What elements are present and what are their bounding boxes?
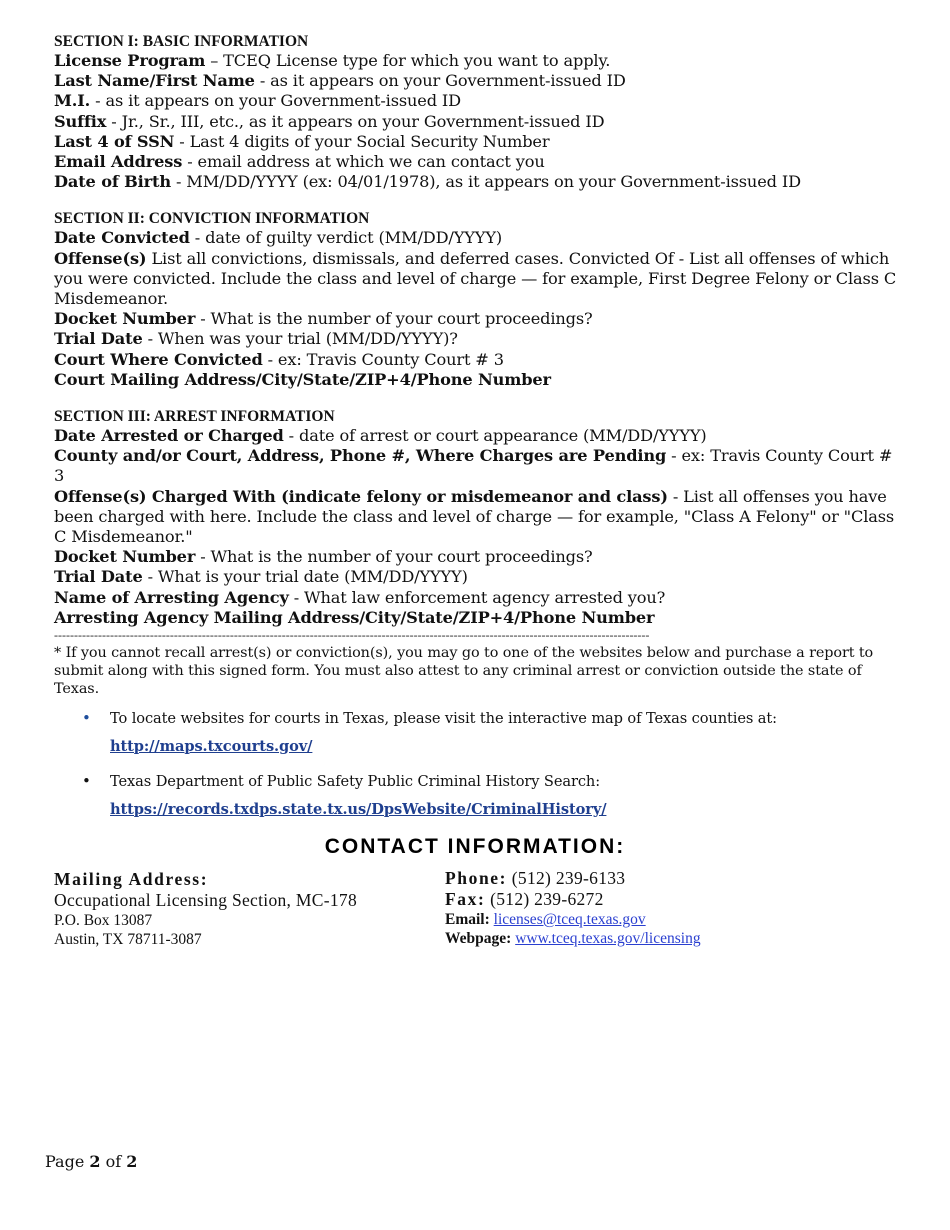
field-ssn: Last 4 of SSN - Last 4 digits of your Social Security Number: [54, 131, 550, 151]
mailing-line-3: Austin, TX 78711-3087: [54, 931, 202, 948]
field-trial-date: Trial Date - When was your trial (MM/DD/YYYY)?: [54, 329, 458, 349]
field-suffix: Suffix - Jr., Sr., III, etc., as it appears on your Government-issued ID: [54, 111, 605, 131]
field-offenses: Offense(s) List all convictions, dismissals, and deferred cases. Convicted Of - List all offenses of which you were convicted. Include the class and level of charge — for example, First Degree Felony or Class C Misdemeanor.: [54, 248, 897, 309]
mailing-line-2: P.O. Box 13087: [54, 912, 153, 929]
phone-label: Phone:: [445, 868, 508, 888]
section-3-heading: SECTION III: ARREST INFORMATION: [54, 408, 335, 426]
page-number: Page 2 of 2: [45, 1152, 138, 1171]
mailing-address-heading: Mailing Address:: [54, 869, 209, 889]
form-instructions: [54, 32, 904, 834]
phone-value: (512) 239-6133: [507, 868, 626, 888]
bullet-icon: •: [82, 772, 91, 791]
webpage-line: [445, 929, 865, 948]
field-date-arrested: Date Arrested or Charged - date of arrest or court appearance (MM/DD/YYYY): [54, 426, 707, 446]
courts-map-link[interactable]: http://maps.txcourts.gov/: [110, 738, 313, 756]
field-date-convicted: Date Convicted - date of guilty verdict (MM/DD/YYYY): [54, 228, 503, 248]
field-dob: Date of Birth - MM/DD/YYYY (ex: 04/01/1978), as it appears on your Government-issued ID: [54, 172, 801, 192]
webpage-link[interactable]: www.tceq.texas.gov/licensing: [515, 930, 701, 947]
spacer: [54, 192, 904, 209]
section-1-heading: SECTION I: BASIC INFORMATION: [54, 33, 309, 50]
email-label: Email:: [445, 911, 490, 928]
resource-text: To locate websites for courts in Texas, please visit the interactive map of Texas counties at:: [110, 710, 777, 728]
field-license-program: License Program – TCEQ License type for which you want to apply.: [54, 51, 611, 70]
phone-line: [445, 868, 865, 889]
webpage-label: Webpage:: [445, 930, 512, 947]
bullet-icon: •: [82, 709, 91, 728]
field-arresting-agency: Name of Arresting Agency - What law enforcement agency arrested you?: [54, 587, 666, 607]
footnote: * If you cannot recall arrest(s) or conviction(s), you may go to one of the websites below and purchase a report to submit along with this signed form. You must also attest to any criminal arrest or conviction outside the state of Texas.: [54, 645, 874, 698]
field-court-address: Court Mailing Address/City/State/ZIP+4/Phone Number: [54, 369, 551, 389]
field-trial-date-arrest: Trial Date - What is your trial date (MM/DD/YYYY): [54, 567, 468, 587]
field-agency-address: Arresting Agency Mailing Address/City/State/ZIP+4/Phone Number: [54, 607, 655, 627]
fax-value: (512) 239-6272: [485, 889, 604, 909]
resource-item-dps-search: [54, 771, 904, 820]
mailing-address-block: [54, 868, 434, 949]
field-docket-number: Docket Number - What is the number of your court proceedings?: [54, 309, 593, 329]
contact-title: CONTACT INFORMATION:: [324, 835, 626, 858]
email-line: [445, 910, 865, 929]
dashed-divider: -----------------------------------------------------------------------------------------------------------------------------------------------------: [54, 628, 650, 643]
fax-line: [445, 889, 865, 910]
section-2-heading: SECTION II: CONVICTION INFORMATION: [54, 210, 370, 228]
field-mi: M.I. - as it appears on your Government-issued ID: [54, 91, 461, 111]
fax-label: Fax:: [445, 889, 486, 909]
field-name: Last Name/First Name - as it appears on your Government-issued ID: [54, 71, 626, 91]
field-offenses-charged: Offense(s) Charged With (indicate felony or misdemeanor and class) - List all offenses you have been charged with here. Include the class and level of charge — for example, "Class A Felony" or "Class C Misdemeanor.": [54, 486, 895, 547]
resource-item-courts-map: [54, 708, 904, 757]
email-link[interactable]: licenses@tceq.texas.gov: [493, 911, 646, 928]
resource-list: [54, 708, 904, 820]
field-court-convicted: Court Where Convicted - ex: Travis County Court # 3: [54, 349, 504, 369]
field-email: Email Address - email address at which we can contact you: [54, 152, 545, 172]
mailing-line-1: Occupational Licensing Section, MC-178: [54, 890, 358, 910]
field-county-court: County and/or Court, Address, Phone #, Where Charges are Pending - ex: Travis County Court # 3: [54, 446, 893, 486]
spacer: [54, 390, 904, 407]
field-docket-number-arrest: Docket Number - What is the number of your court proceedings?: [54, 547, 593, 567]
dps-criminal-history-link[interactable]: https://records.txdps.state.tx.us/DpsWebsite/CriminalHistory/: [110, 801, 607, 819]
contact-details-block: [445, 868, 865, 948]
resource-text: Texas Department of Public Safety Public Criminal History Search:: [110, 773, 601, 791]
